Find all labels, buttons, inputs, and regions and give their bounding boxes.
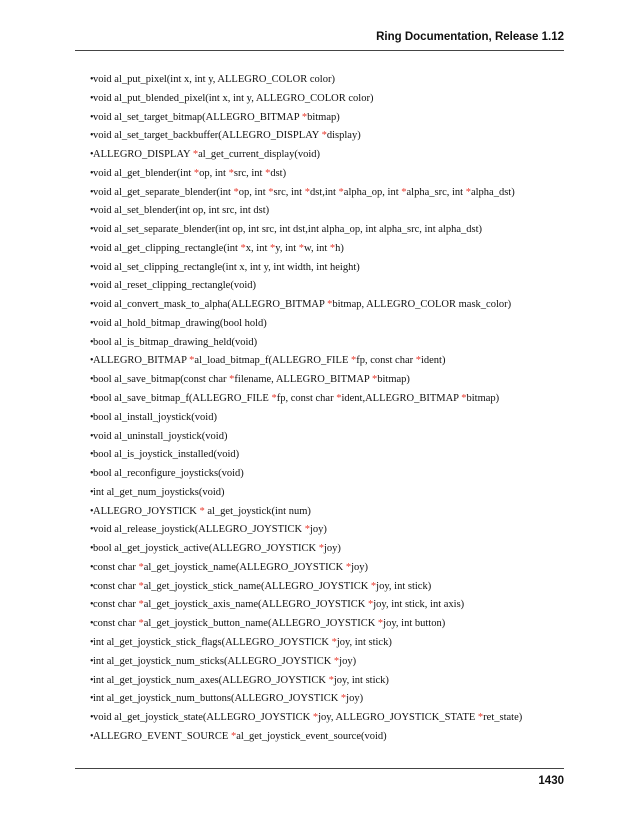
bullet-icon: •	[90, 618, 94, 630]
bullet-icon: •	[90, 299, 94, 311]
function-list	[75, 71, 575, 747]
list-item	[75, 277, 575, 296]
list-item-text: void al_get_separate_blender(int *op, int *src, int *dst,int *alpha_op, int *alpha_src, int *alpha_dst)	[93, 186, 515, 198]
bullet-icon: •	[90, 486, 94, 498]
bullet-icon: •	[90, 224, 94, 236]
list-item	[75, 371, 575, 390]
list-item-text: void al_set_target_bitmap(ALLEGRO_BITMAP *bitmap)	[93, 111, 340, 123]
list-item	[75, 521, 575, 540]
list-item-text: ALLEGRO_JOYSTICK * al_get_joystick(int num)	[93, 505, 311, 517]
list-item	[75, 334, 575, 353]
list-item-text: void al_convert_mask_to_alpha(ALLEGRO_BITMAP *bitmap, ALLEGRO_COLOR mask_color)	[93, 299, 512, 311]
list-item	[75, 146, 575, 165]
list-item-text: void al_reset_clipping_rectangle(void)	[93, 280, 256, 292]
list-item	[75, 559, 575, 578]
list-item-text: ALLEGRO_EVENT_SOURCE *al_get_joystick_event_source(void)	[93, 730, 387, 742]
list-item-text: bool al_get_joystick_active(ALLEGRO_JOYSTICK *joy)	[93, 543, 341, 555]
list-item	[75, 259, 575, 278]
list-item	[75, 446, 575, 465]
bullet-icon: •	[90, 149, 94, 161]
list-item-text: int al_get_joystick_num_axes(ALLEGRO_JOYSTICK *joy, int stick)	[93, 674, 389, 686]
list-item	[75, 165, 575, 184]
bullet-icon: •	[90, 261, 94, 273]
list-item-text: void al_uninstall_joystick(void)	[93, 430, 228, 442]
list-item-text: void al_get_blender(int *op, int *src, int *dst)	[93, 167, 287, 179]
list-item	[75, 90, 575, 109]
list-item	[75, 709, 575, 728]
list-item-text: const char *al_get_joystick_name(ALLEGRO_JOYSTICK *joy)	[93, 561, 369, 573]
list-item	[75, 540, 575, 559]
list-item-text: ALLEGRO_DISPLAY *al_get_current_display(void)	[93, 149, 320, 161]
bullet-icon: •	[90, 92, 94, 104]
list-item	[75, 484, 575, 503]
list-item-text: int al_get_joystick_num_buttons(ALLEGRO_JOYSTICK *joy)	[93, 693, 364, 705]
list-item	[75, 690, 575, 709]
list-item	[75, 409, 575, 428]
list-item-text: void al_set_blender(int op, int src, int dst)	[93, 205, 270, 217]
list-item-text: void al_release_joystick(ALLEGRO_JOYSTICK *joy)	[93, 524, 327, 536]
bullet-icon: •	[90, 430, 94, 442]
list-item	[75, 728, 575, 747]
list-item-text: void al_put_blended_pixel(int x, int y, ALLEGRO_COLOR color)	[93, 92, 374, 104]
bullet-icon: •	[90, 599, 94, 611]
list-item-text: int al_get_joystick_num_sticks(ALLEGRO_JOYSTICK *joy)	[93, 655, 357, 667]
bullet-icon: •	[90, 636, 94, 648]
list-item-text: void al_set_separate_blender(int op, int src, int dst,int alpha_op, int alpha_src, int alpha_dst)	[93, 224, 482, 236]
list-item-text: bool al_install_joystick(void)	[93, 411, 217, 423]
bullet-icon: •	[90, 580, 94, 592]
bullet-icon: •	[90, 317, 94, 329]
list-item-text: void al_put_pixel(int x, int y, ALLEGRO_COLOR color)	[93, 74, 335, 85]
bullet-icon: •	[90, 374, 94, 386]
list-item	[75, 109, 575, 128]
list-item	[75, 428, 575, 447]
bullet-icon: •	[90, 242, 94, 254]
list-item	[75, 71, 575, 90]
bullet-icon: •	[90, 712, 94, 724]
list-item	[75, 615, 575, 634]
bullet-icon: •	[90, 655, 94, 667]
bullet-icon: •	[90, 693, 94, 705]
bullet-icon: •	[90, 111, 94, 123]
bullet-icon: •	[90, 74, 94, 85]
list-item	[75, 315, 575, 334]
bullet-icon: •	[90, 355, 94, 367]
list-item	[75, 202, 575, 221]
bullet-icon: •	[90, 336, 94, 348]
list-item-text: const char *al_get_joystick_stick_name(ALLEGRO_JOYSTICK *joy, int stick)	[93, 580, 432, 592]
page-footer	[75, 768, 564, 787]
list-item-text: bool al_save_bitmap_f(ALLEGRO_FILE *fp, const char *ident,ALLEGRO_BITMAP *bitmap)	[93, 393, 500, 405]
list-item	[75, 503, 575, 522]
bullet-icon: •	[90, 674, 94, 686]
bullet-icon: •	[90, 205, 94, 217]
bullet-icon: •	[90, 505, 94, 517]
bullet-icon: •	[90, 167, 94, 179]
list-item	[75, 390, 575, 409]
bullet-icon: •	[90, 411, 94, 423]
header-title: Ring Documentation, Release 1.12	[376, 31, 564, 43]
list-item-text: bool al_is_joystick_installed(void)	[93, 449, 240, 461]
list-item	[75, 653, 575, 672]
bullet-icon: •	[90, 468, 94, 480]
page-number: 1430	[538, 775, 564, 787]
list-item-text: void al_get_clipping_rectangle(int *x, int *y, int *w, int *h)	[93, 242, 344, 254]
list-item	[75, 672, 575, 691]
list-item-text: void al_set_target_backbuffer(ALLEGRO_DISPLAY *display)	[93, 130, 361, 142]
bullet-icon: •	[90, 186, 94, 198]
list-item-text: bool al_save_bitmap(const char *filename, ALLEGRO_BITMAP *bitmap)	[93, 374, 410, 386]
list-item-text: bool al_reconfigure_joysticks(void)	[93, 468, 244, 480]
bullet-icon: •	[90, 524, 94, 536]
list-item	[75, 634, 575, 653]
list-item	[75, 465, 575, 484]
bullet-icon: •	[90, 449, 94, 461]
list-item-text: const char *al_get_joystick_button_name(ALLEGRO_JOYSTICK *joy, int button)	[93, 618, 446, 630]
bullet-icon: •	[90, 280, 94, 292]
list-item	[75, 578, 575, 597]
list-item	[75, 352, 575, 371]
list-item	[75, 127, 575, 146]
list-item-text: int al_get_num_joysticks(void)	[93, 486, 225, 498]
list-item-text: void al_set_clipping_rectangle(int x, int y, int width, int height)	[93, 261, 360, 273]
bullet-icon: •	[90, 130, 94, 142]
list-item-text: int al_get_joystick_stick_flags(ALLEGRO_JOYSTICK *joy, int stick)	[93, 636, 392, 648]
bullet-icon: •	[90, 543, 94, 555]
list-item-text: const char *al_get_joystick_axis_name(ALLEGRO_JOYSTICK *joy, int stick, int axis)	[93, 599, 465, 611]
bullet-icon: •	[90, 393, 94, 405]
list-item	[75, 221, 575, 240]
list-item-text: void al_get_joystick_state(ALLEGRO_JOYSTICK *joy, ALLEGRO_JOYSTICK_STATE *ret_state)	[93, 712, 523, 724]
bullet-icon: •	[90, 730, 94, 742]
page-header	[75, 30, 564, 51]
list-item	[75, 296, 575, 315]
list-item-text: bool al_is_bitmap_drawing_held(void)	[93, 336, 258, 348]
list-item	[75, 596, 575, 615]
list-item-text: ALLEGRO_BITMAP *al_load_bitmap_f(ALLEGRO_FILE *fp, const char *ident)	[93, 355, 446, 367]
list-item-text: void al_hold_bitmap_drawing(bool hold)	[93, 317, 267, 329]
list-item	[75, 240, 575, 259]
bullet-icon: •	[90, 561, 94, 573]
list-item	[75, 184, 575, 203]
